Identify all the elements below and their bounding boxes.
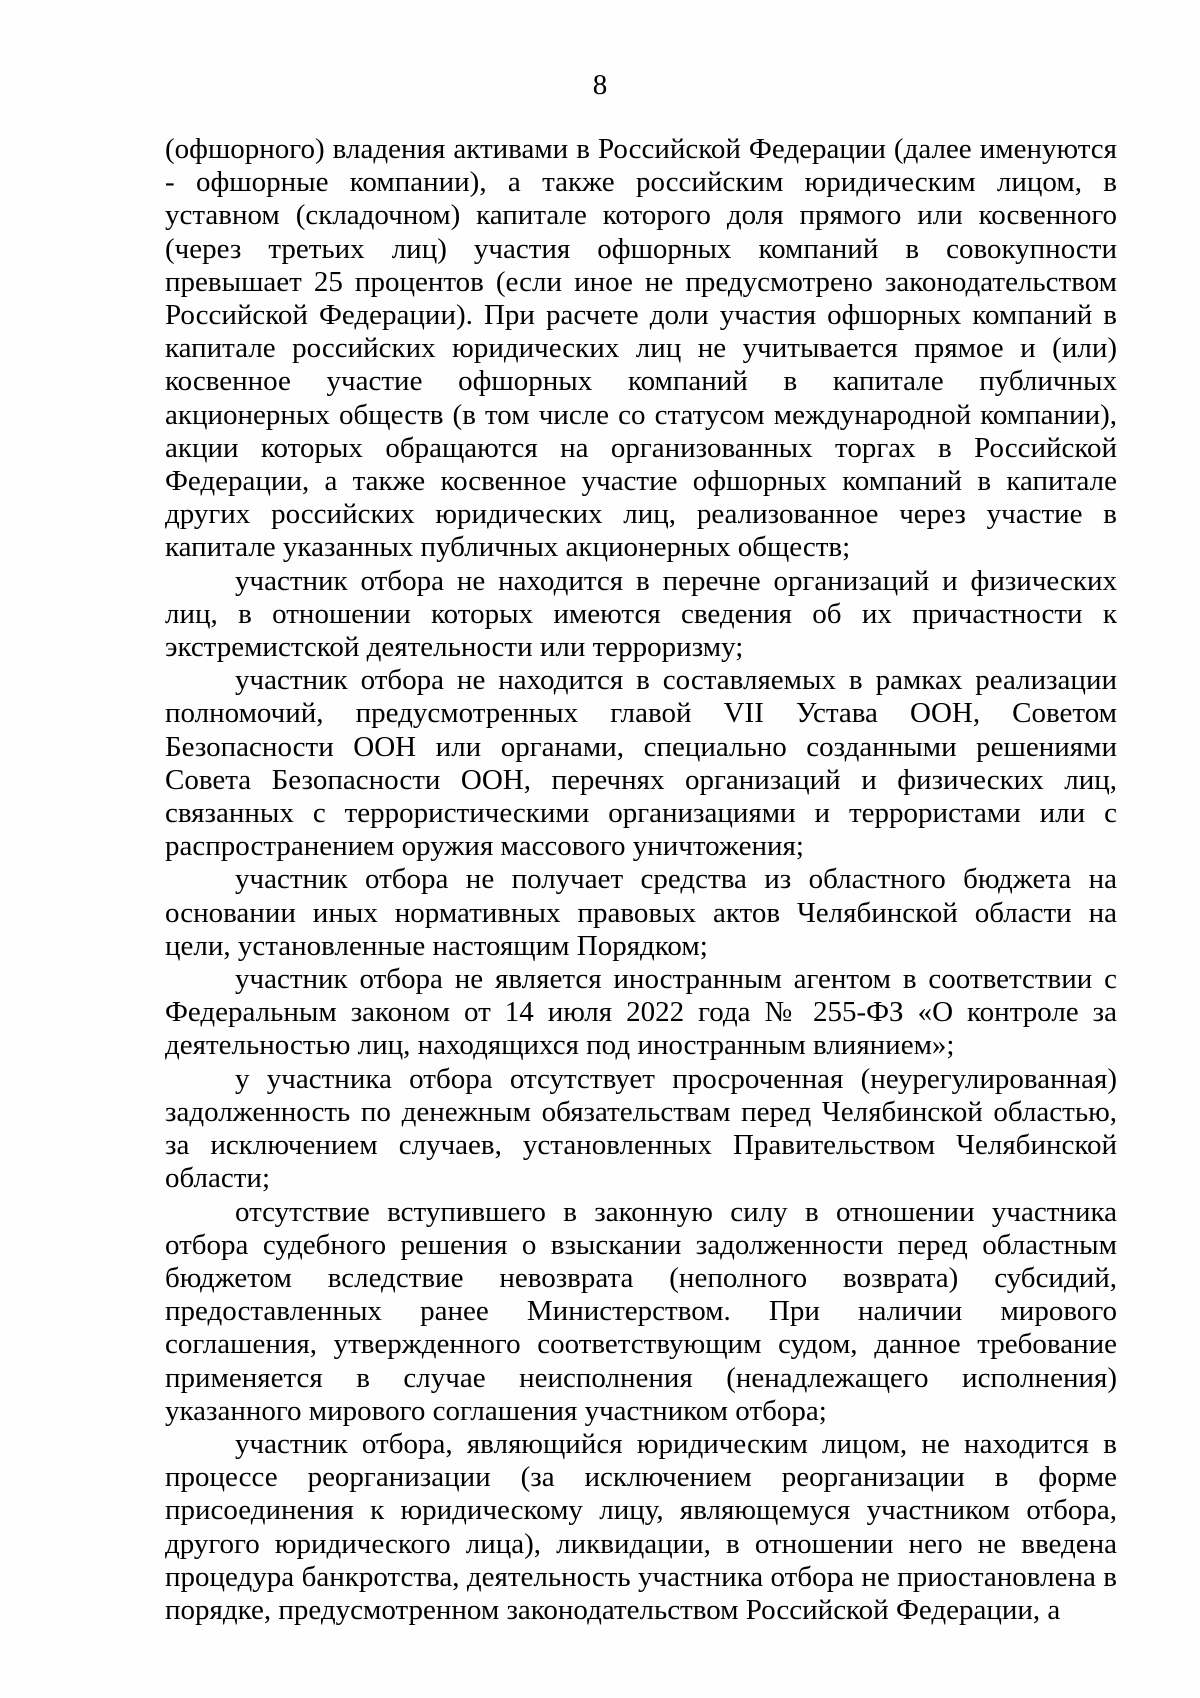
paragraph-reorganization: участник отбора, являющийся юридическим лицом, не находится в процессе реорганизации (за исключением реорганизации в форме присоединения к юридическому лицу, являющемуся участником отбора, другого юридического лица), ликвидации, в отношении него не введена процедура банкротства, деятельность участника отбора не приостановлена в порядке, предусмотренном законодательством Российской Федерации, а <box>165 1427 1117 1626</box>
paragraph-un-lists: участник отбора не находится в составляемых в рамках реализации полномочий, предусмотренных главой VII Устава ООН, Советом Безопасности ООН или органами, специально созданными решениями Совета Безопасности ООН, перечнях организаций и физических лиц, связанных с террористическими организациями и террористами или с распространением оружия массового уничтожения; <box>165 664 1117 863</box>
paragraph-extremism-list: участник отбора не находится в перечне организаций и физических лиц, в отношении которых имеются сведения об их причастности к экстремистской деятельности или терроризму; <box>165 564 1117 664</box>
paragraph-overdue-debt: у участника отбора отсутствует просроченная (неурегулированная) задолженность по денежным обязательствам перед Челябинской областью, за исключением случаев, установленных Правительством Челябинской области; <box>165 1062 1117 1195</box>
paragraph-foreign-agent: участник отбора не является иностранным агентом в соответствии с Федеральным законом от 14 июля 2022 года № 255-ФЗ «О контроле за деятельностью лиц, находящихся под иностранным влиянием»; <box>165 963 1117 1062</box>
document-body <box>165 133 1117 1627</box>
paragraph-offshore-companies: (офшорного) владения активами в Российской Федерации (далее именуются - офшорные компании), а также российским юридическим лицом, в уставном (складочном) капитале которого доля прямого или косвенного (через третьих лиц) участия офшорных компаний в совокупности превышает 25 процентов (если иное не предусмотрено законодательством Российской Федерации). При расчете доли участия офшорных компаний в капитале российских юридических лиц не учитывается прямое и (или) косвенное участие офшорных компаний в капитале публичных акционерных обществ (в том числе со статусом международной компании), акции которых обращаются на организованных торгах в Российской Федерации, а также косвенное участие офшорных компаний в капитале других российских юридических лиц, реализованное через участие в капитале указанных публичных акционерных обществ; <box>165 133 1117 564</box>
page-number: 8 <box>592 69 608 101</box>
paragraph-regional-budget-funds: участник отбора не получает средства из областного бюджета на основании иных нормативных правовых актов Челябинской области на цели, установленные настоящим Порядком; <box>165 863 1117 962</box>
paragraph-court-decision: отсутствие вступившего в законную силу в отношении участника отбора судебного решения о взыскании задолженности перед областным бюджетом вследствие невозврата (неполного возврата) субсидий, предоставленных ранее Министерством. При наличии мирового соглашения, утвержденного соответствующим судом, данное требование применяется в случае неисполнения (ненадлежащего исполнения) указанного мирового соглашения участником отбора; <box>165 1195 1117 1427</box>
